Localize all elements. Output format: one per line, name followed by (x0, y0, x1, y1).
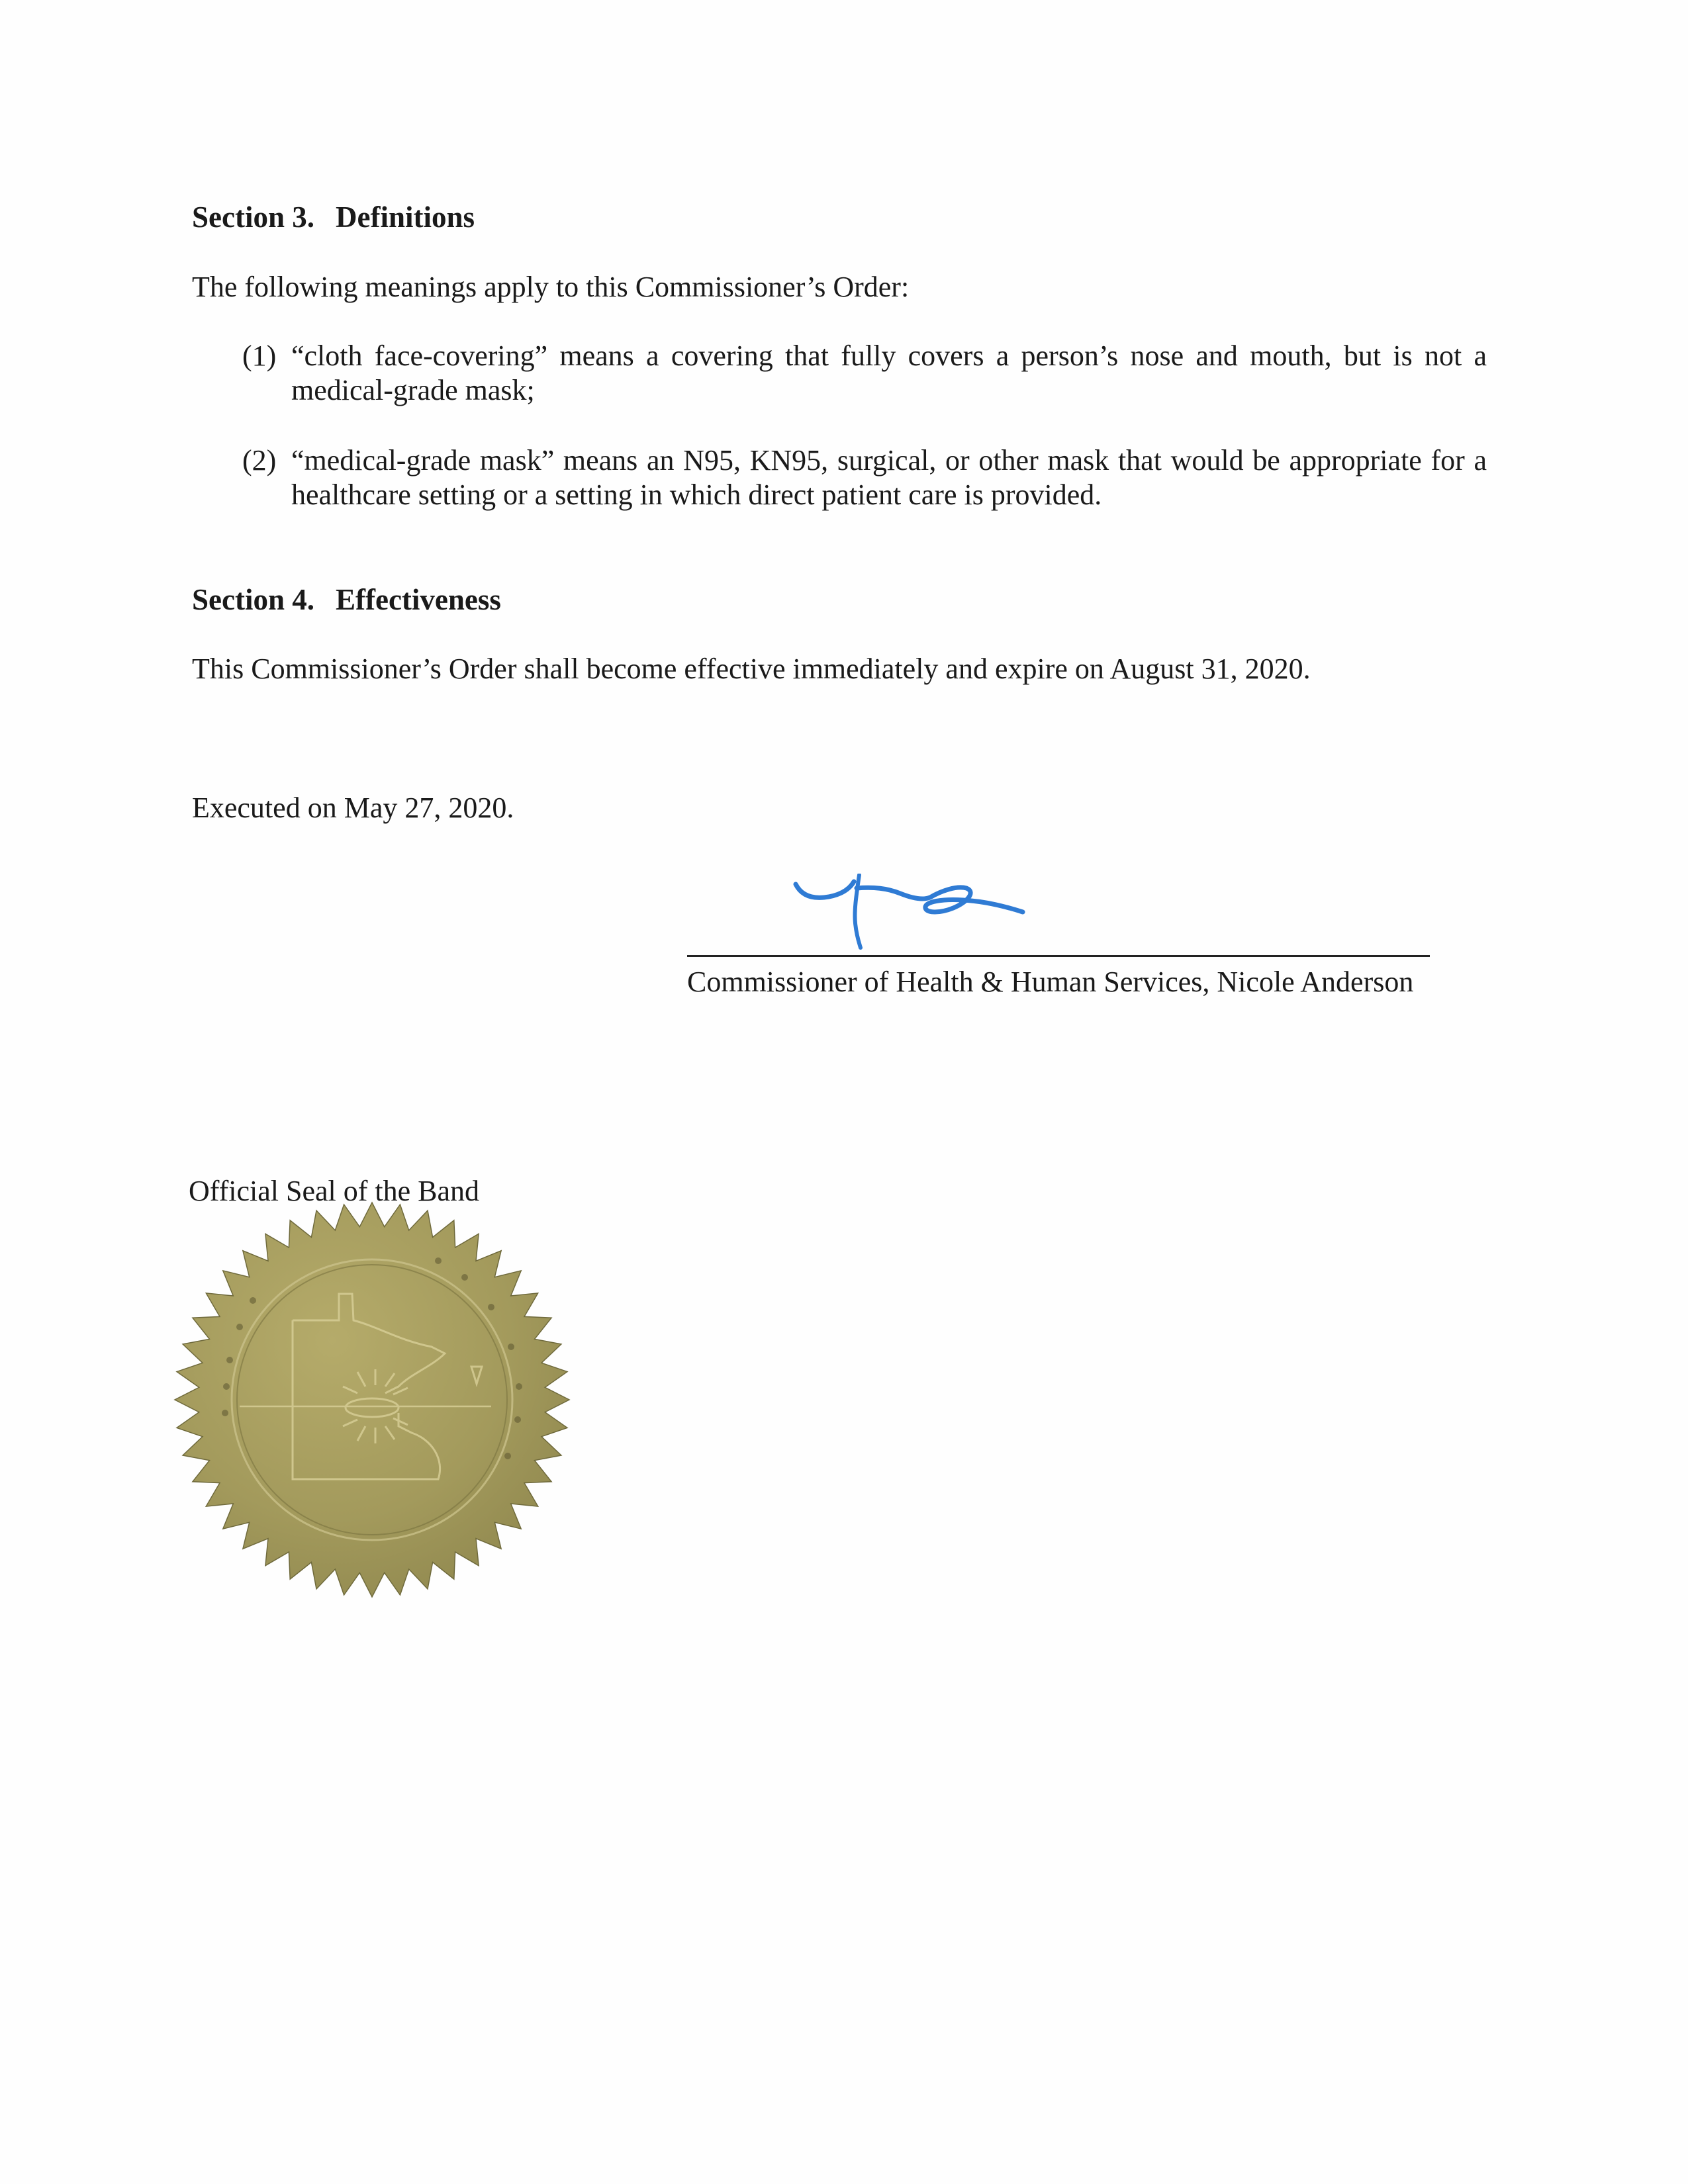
section-3-title: Definitions (336, 201, 475, 234)
definition-text: “cloth face-covering” means a covering that fully covers a person’s nose and mouth, but is not a medical-grade mask; (291, 340, 1487, 406)
signature-line (687, 955, 1430, 957)
definition-number: (1) (242, 340, 277, 372)
section-3-heading (192, 200, 475, 234)
section-4-heading (192, 582, 501, 617)
signature-icon (788, 874, 1079, 953)
definition-text: “medical-grade mask” means an N95, KN95, surgical, or other mask that would be appropriate for a healthcare setting or a setting in which direct patient care is provided. (291, 444, 1487, 511)
section-3-intro: The following meanings apply to this Commissioner’s Order: (192, 271, 910, 303)
executed-date: Executed on May 27, 2020. (192, 792, 514, 824)
section-3-number: Section 3. (192, 201, 314, 234)
definition-item-2 (242, 443, 1487, 516)
seal-label: Official Seal of the Band (189, 1175, 480, 1207)
section-4-text: This Commissioner’s Order shall become effective immediately and expire on August 31, 2020. (192, 653, 1311, 685)
section-4-title: Effectiveness (336, 583, 501, 616)
signature-caption: Commissioner of Health & Human Services, Nicole Anderson (687, 966, 1414, 998)
seal-starburst (175, 1203, 569, 1597)
section-4-number: Section 4. (192, 583, 314, 616)
gold-seal-icon (173, 1201, 571, 1598)
definition-item-1 (242, 339, 1487, 412)
definition-number: (2) (242, 444, 277, 477)
